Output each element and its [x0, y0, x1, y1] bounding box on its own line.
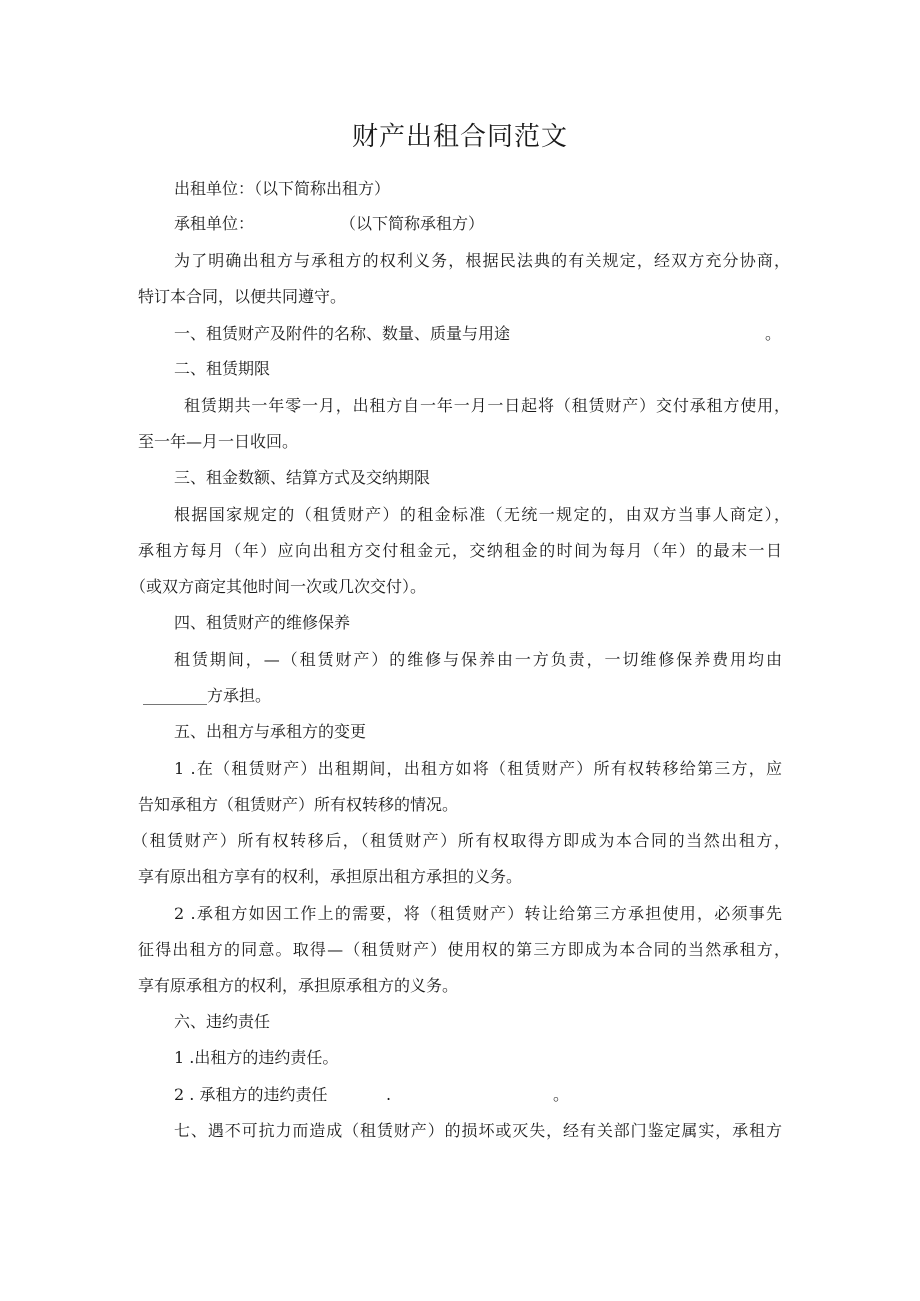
paragraph-line: 租赁期间，—（租赁财产）的维修与保养由一方负责，一切维修保养费用均由 — [174, 650, 782, 669]
paragraph-line: 1 .在（租赁财产）出租期间，出租方如将（租赁财产）所有权转移给第三方，应 — [174, 759, 782, 778]
paragraph-line: 租赁期共一年零一月，出租方自一年一月一日起将（租赁财产）交付承租方使用， — [184, 396, 790, 415]
section-heading: 二、租赁期限 — [174, 359, 271, 378]
list-item: 1 .出租方的违约责任。 — [174, 1048, 339, 1067]
paragraph-line: 征得出租方的同意。取得—（租赁财产）使用权的第三方即成为本合同的当然承租方， — [138, 940, 790, 959]
paragraph-line: 七、遇不可抗力而造成（租赁财产）的损坏或灭失，经有关部门鉴定属实，承租方 — [174, 1121, 782, 1140]
punctuation-mark: 。 — [765, 324, 782, 343]
paragraph-line: ________方承担。 — [143, 686, 272, 705]
paragraph-line: 享有原出租方享有的权利，承担原出租方承担的义务。 — [138, 867, 523, 886]
paragraph-line: 告知承租方（租赁财产）所有权转移的情况。 — [138, 795, 459, 814]
section-heading: 四、租赁财产的维修保养 — [174, 613, 351, 632]
lessor-line: 出租单位：（以下简称出租方） — [174, 179, 391, 198]
paragraph-line: 根据国家规定的（租赁财产）的租金标准（无统一规定的，由双方当事人商定）， — [174, 505, 790, 524]
paragraph-line: 享有原承租方的权利，承担原承租方的义务。 — [138, 976, 459, 995]
paragraph-line: 2 .承租方如因工作上的需要，将（租赁财产）转让给第三方承担使用，必须事先 — [174, 904, 782, 923]
paragraph-line: 为了明确出租方与承租方的权利义务，根据民法典的有关规定，经双方充分协商， — [174, 251, 790, 270]
paragraph-line: （租赁财产）所有权转移后，（租赁财产）所有权取得方即成为本合同的当然出租方， — [132, 831, 790, 850]
paragraph-line: 至一年—月一日收回。 — [138, 432, 299, 451]
paragraph-line: 特订本合同，以便共同遵守。 — [138, 287, 347, 306]
lessee-abbrev: （以下简称承租方） — [340, 214, 485, 233]
document-title: 财产出租合同范文 — [351, 122, 568, 152]
section-heading: 五、出租方与承租方的变更 — [174, 722, 367, 741]
section-heading: 三、租金数额、结算方式及交纳期限 — [174, 468, 431, 487]
punctuation-mark: 。 — [553, 1085, 570, 1104]
lessee-label: 承租单位： — [174, 214, 255, 233]
section-heading: 六、违约责任 — [174, 1012, 271, 1031]
list-item: 2 . 承租方的违约责任 — [174, 1085, 328, 1104]
paragraph-line: 承租方每月（年）应向出租方交付租金元，交纳租金的时间为每月（年）的最末一日 — [138, 541, 782, 560]
section-heading: 一、租赁财产及附件的名称、数量、质量与用途 — [174, 324, 511, 343]
punctuation-mark: . — [386, 1085, 392, 1104]
paragraph-line: （或双方商定其他时间一次或几次交付）。 — [130, 577, 427, 596]
